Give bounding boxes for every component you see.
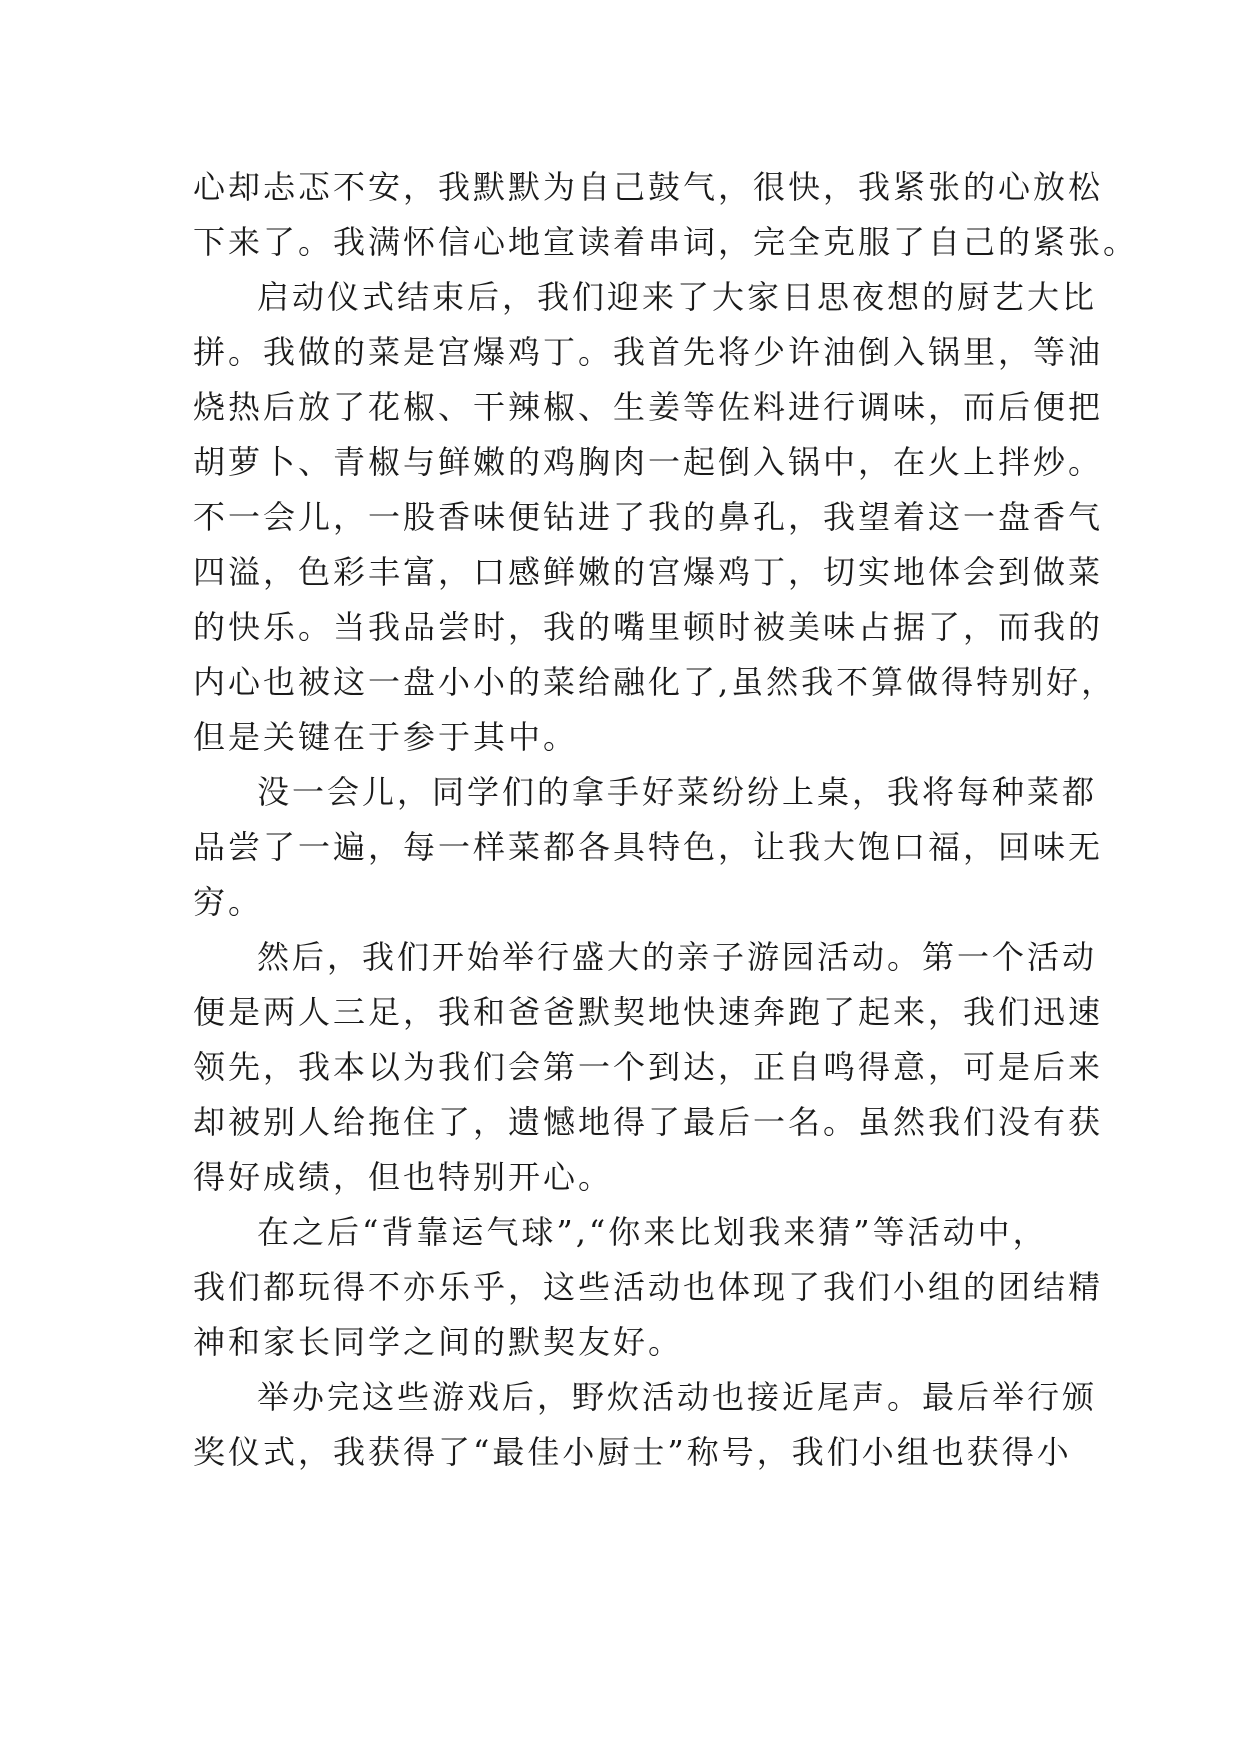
text-line: 内心也被这一盘小小的菜给融化了,虽然我不算做得特别好， <box>193 663 1117 701</box>
text-line: 便是两人三足，我和爸爸默契地快速奔跑了起来，我们迅速 <box>193 993 1104 1031</box>
text-line: 我们都玩得不亦乐乎，这些活动也体现了我们小组的团结精 <box>193 1268 1104 1306</box>
text-line: 举办完这些游戏后，野炊活动也接近尾声。最后举行颁 <box>257 1378 1098 1416</box>
text-line: 心却忐忑不安，我默默为自己鼓气，很快，我紧张的心放松 <box>193 168 1104 206</box>
text-line: 品尝了一遍，每一样菜都各具特色，让我大饱口福，回味无 <box>193 828 1104 866</box>
text-line: 在之后“背靠运气球”,“你来比划我来猜”等活动中， <box>257 1213 1048 1251</box>
text-line: 拼。我做的菜是宫爆鸡丁。我首先将少许油倒入锅里，等油 <box>193 333 1104 371</box>
text-line: 胡萝卜、青椒与鲜嫩的鸡胸肉一起倒入锅中，在火上拌炒。 <box>193 443 1104 481</box>
text-line: 领先，我本以为我们会第一个到达，正自鸣得意，可是后来 <box>193 1048 1104 1086</box>
text-line: 却被别人给拖住了，遗憾地得了最后一名。虽然我们没有获 <box>193 1103 1104 1141</box>
text-line: 穷。 <box>193 883 264 921</box>
text-line: 得好成绩，但也特别开心。 <box>193 1158 614 1196</box>
body-text <box>193 160 1139 1480</box>
text-line: 没一会儿，同学们的拿手好菜纷纷上桌，我将每种菜都 <box>257 773 1098 811</box>
text-line: 烧热后放了花椒、干辣椒、生姜等佐料进行调味，而后便把 <box>193 388 1104 426</box>
text-line: 的快乐。当我品尝时，我的嘴里顿时被美味占据了，而我的 <box>193 608 1104 646</box>
text-line: 不一会儿，一股香味便钻进了我的鼻孔，我望着这一盘香气 <box>193 498 1104 536</box>
text-line: 四溢，色彩丰富，口感鲜嫩的宫爆鸡丁，切实地体会到做菜 <box>193 553 1104 591</box>
text-line: 然后，我们开始举行盛大的亲子游园活动。第一个活动 <box>257 938 1098 976</box>
text-line: 但是关键在于参于其中。 <box>193 718 579 756</box>
text-line: 启动仪式结束后，我们迎来了大家日思夜想的厨艺大比 <box>257 278 1098 316</box>
text-line: 神和家长同学之间的默契友好。 <box>193 1323 684 1361</box>
text-line: 奖仪式，我获得了“最佳小厨士”称号，我们小组也获得小 <box>193 1433 1072 1471</box>
text-line: 下来了。我满怀信心地宣读着串词，完全克服了自己的紧张。 <box>193 223 1139 261</box>
